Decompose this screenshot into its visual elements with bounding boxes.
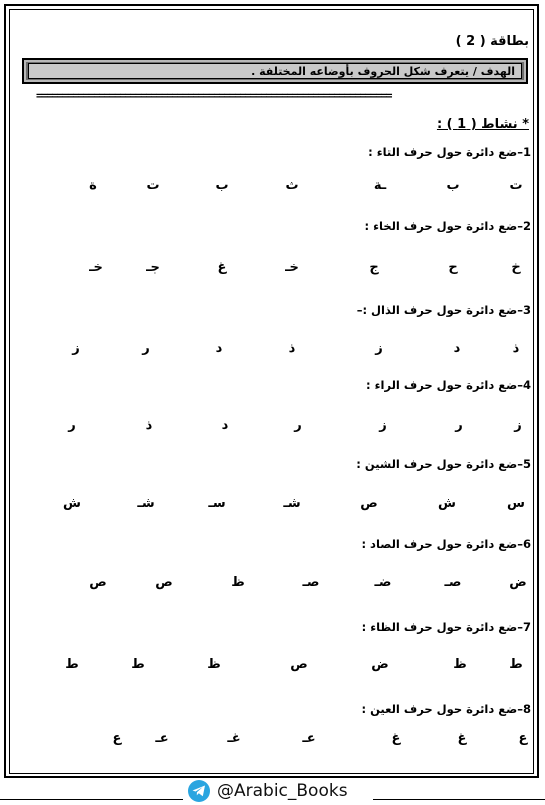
letter-option[interactable]: ع [518, 731, 528, 746]
question-letters-4 [0, 416, 545, 436]
letter-option[interactable]: ر [142, 341, 150, 356]
question-letters-1 [0, 176, 545, 196]
letter-option[interactable]: سـ [208, 496, 226, 511]
letter-option[interactable]: ش [438, 496, 456, 511]
letter-option[interactable]: ـة [373, 178, 387, 193]
letter-option[interactable]: خـ [285, 260, 299, 275]
letter-option[interactable]: ز [72, 341, 80, 356]
letter-option[interactable]: ز [375, 341, 383, 356]
letter-option[interactable]: ب [446, 178, 460, 193]
letter-option[interactable]: د [215, 341, 223, 356]
question-letters-3 [0, 339, 545, 359]
question-prompt-6: 6–ضع دائرة حول حرف الصاد : [361, 537, 531, 551]
letter-option[interactable]: ظ [231, 575, 245, 590]
letter-option[interactable]: ث [285, 178, 299, 193]
card-title: بطاقة ( 2 ) [455, 34, 529, 49]
letter-option[interactable]: ر [455, 418, 463, 433]
question-letters-8 [0, 729, 545, 749]
divider-line: ==================================================================== [36, 90, 392, 102]
letter-option[interactable]: غ [391, 731, 401, 746]
letter-option[interactable]: خـ [89, 260, 103, 275]
goal-box [22, 58, 528, 84]
question-prompt-5: 5–ضع دائرة حول حرف الشين : [356, 457, 531, 471]
letter-option[interactable]: صـ [444, 575, 462, 590]
letter-option[interactable]: غـ [227, 731, 241, 746]
question-letters-7 [0, 655, 545, 675]
telegram-icon [188, 780, 210, 802]
question-prompt-3: 3–ضع دائرة حول حرف الذال :– [356, 303, 531, 317]
letter-option[interactable]: غ [457, 731, 467, 746]
letter-option[interactable]: عـ [302, 731, 316, 746]
letter-option[interactable]: صـ [302, 575, 320, 590]
question-letters-6 [0, 573, 545, 593]
letter-option[interactable]: ظ [453, 657, 467, 672]
activity-title [437, 117, 529, 132]
question-letters-5 [0, 494, 545, 514]
letter-option[interactable]: ت [146, 178, 160, 193]
letter-option[interactable]: خ [511, 260, 521, 275]
letter-option[interactable]: ط [509, 657, 523, 672]
letter-option[interactable]: د [221, 418, 229, 433]
letter-option[interactable]: ح [448, 260, 458, 275]
letter-option[interactable]: ض [371, 657, 389, 672]
letter-option[interactable]: ط [131, 657, 145, 672]
letter-option[interactable]: د [453, 341, 461, 356]
letter-option[interactable]: ش [63, 496, 81, 511]
letter-option[interactable]: عـ [155, 731, 169, 746]
letter-option[interactable]: ذ [288, 341, 296, 356]
letter-option[interactable]: ز [514, 418, 522, 433]
letter-option[interactable]: ضـ [374, 575, 392, 590]
letter-option[interactable]: ص [290, 657, 308, 672]
letter-option[interactable]: ت [509, 178, 523, 193]
letter-option[interactable]: س [507, 496, 525, 511]
question-prompt-2: 2–ضع دائرة حول حرف الخاء : [364, 219, 531, 233]
goal-text: الهدف / يتعرف شكل الحروف بأوضاعه المختلفة . [28, 63, 522, 79]
letter-option[interactable]: شـ [283, 496, 301, 511]
question-prompt-8: 8–ضع دائرة حول حرف العين : [361, 702, 531, 716]
letter-option[interactable]: ص [89, 575, 107, 590]
letter-option[interactable]: ص [360, 496, 378, 511]
letter-option[interactable]: جـ [146, 260, 160, 275]
letter-option[interactable]: شـ [137, 496, 155, 511]
question-prompt-1: 1–ضع دائرة حول حرف التاء : [368, 145, 531, 159]
question-prompt-7: 7–ضع دائرة حول حرف الظاء : [361, 620, 531, 634]
letter-option[interactable]: ذ [145, 418, 153, 433]
letter-option[interactable]: ذ [512, 341, 520, 356]
letter-option[interactable]: ص [155, 575, 173, 590]
letter-option[interactable]: ج [369, 260, 379, 275]
letter-option[interactable]: ر [294, 418, 302, 433]
letter-option[interactable]: ة [89, 178, 97, 193]
channel-handle[interactable]: @Arabic_Books [217, 781, 348, 801]
letter-option[interactable]: ظ [207, 657, 221, 672]
footer-badge[interactable] [183, 779, 373, 803]
letter-option[interactable]: ع [112, 731, 122, 746]
letter-option[interactable]: ب [215, 178, 229, 193]
letter-option[interactable]: ض [509, 575, 527, 590]
question-prompt-4: 4–ضع دائرة حول حرف الراء : [366, 378, 531, 392]
letter-option[interactable]: ط [65, 657, 79, 672]
letter-option[interactable]: ر [68, 418, 76, 433]
letter-option[interactable]: غ [217, 260, 227, 275]
activity-title-text: * نشاط ( 1 ) : [436, 117, 529, 132]
question-letters-2 [0, 258, 545, 278]
letter-option[interactable]: ز [379, 418, 387, 433]
